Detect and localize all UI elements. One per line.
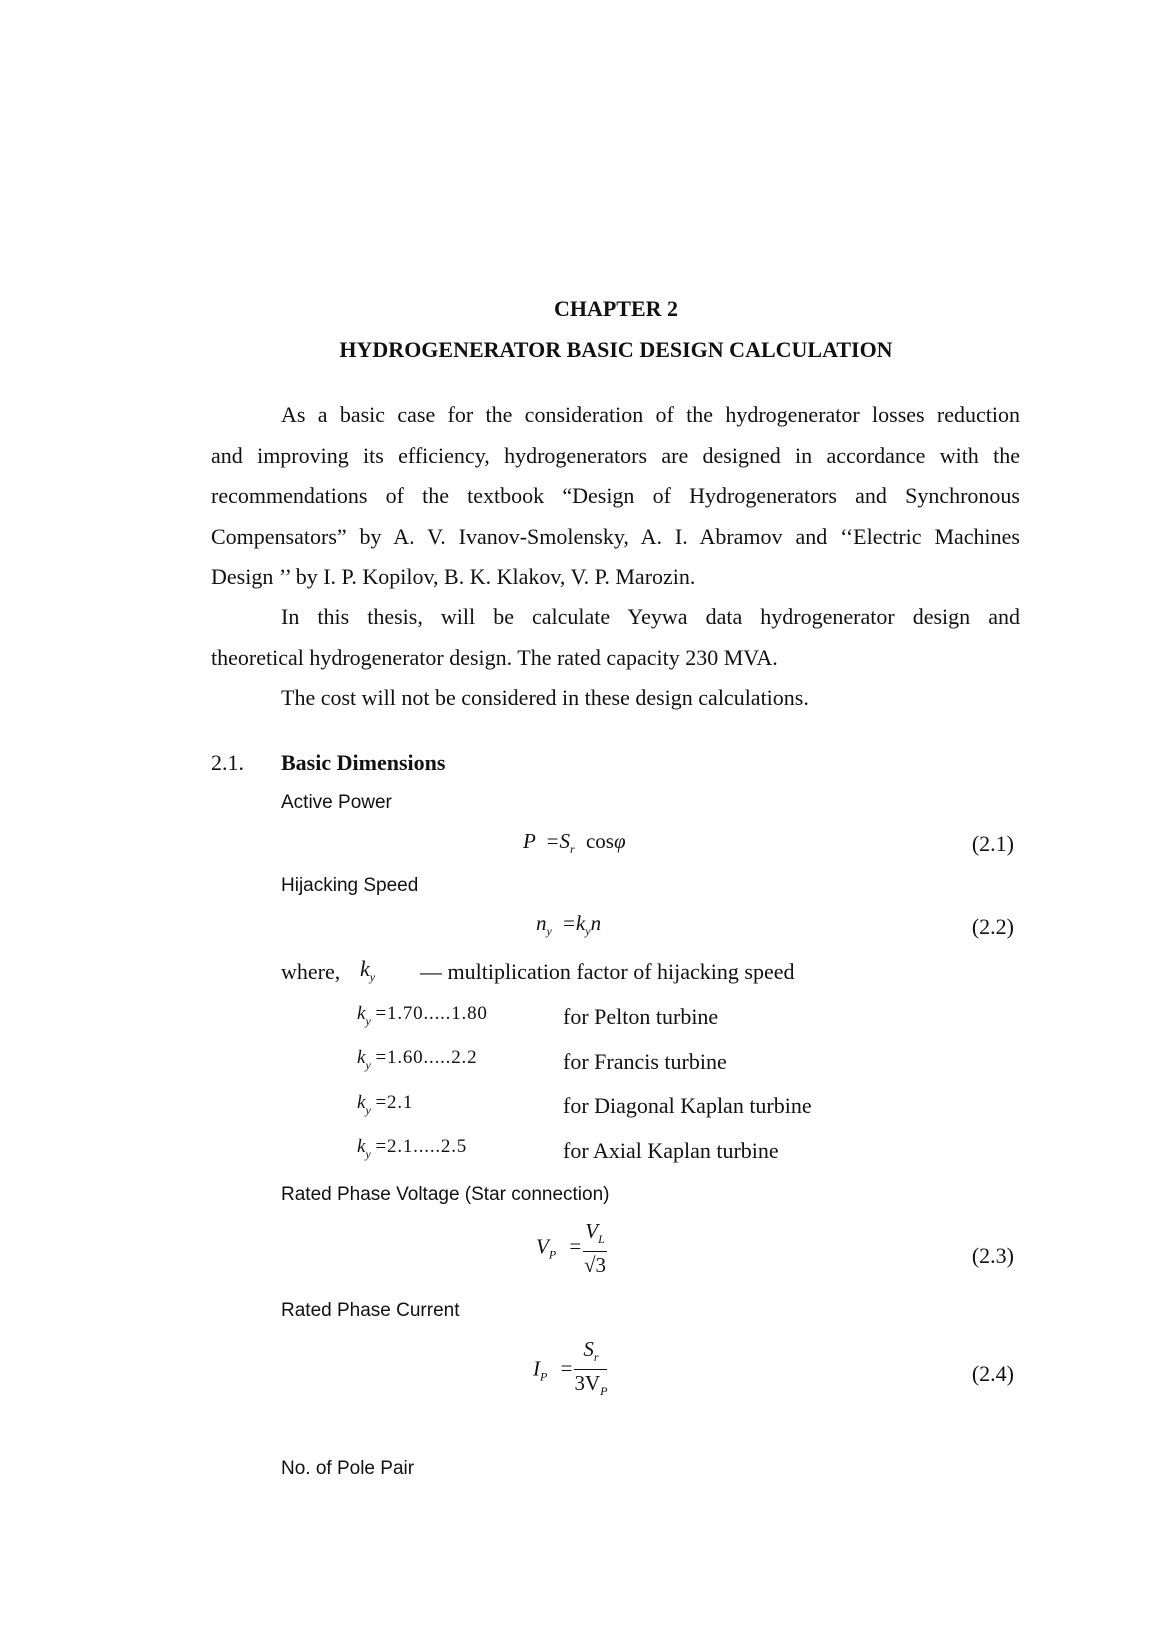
equation-number: (2.3) [971, 1243, 1014, 1268]
ky-row-2-desc: for Francis turbine [563, 1049, 727, 1074]
eq-equals: = [569, 1234, 582, 1259]
text-line: Compensators” by A. V. Ivanov-Smolensky, A. I. Abramov and ‘‘Electric Machines [211, 523, 1020, 549]
text-line: In this thesis, will be calculate Yeywa data hydrogenerator design and [281, 604, 1020, 629]
eq-denominator: √3 [584, 1253, 607, 1277]
eq-subscript: L [598, 1232, 605, 1246]
chapter-number: CHAPTER 2 [553, 296, 679, 321]
label-pole-pair: No. of Pole Pair [281, 1458, 415, 1479]
text-line: Design ’’ by I. P. Kopilov, B. K. Klakov, V. P. Marozin. [211, 564, 696, 589]
ky-symbol: k [357, 1047, 366, 1068]
eq-subscript: r [593, 1350, 599, 1364]
ky-row-2-value [357, 1047, 477, 1073]
eq-subscript: P [600, 1384, 608, 1398]
ky-subscript: y [365, 1014, 371, 1028]
where-symbol [360, 956, 375, 985]
text-line: and improving its efficiency, hydrogenerators are designed in accordance with the [211, 442, 1020, 468]
intro-paragraph-3: The cost will not be considered in these design calculations. [281, 685, 809, 710]
eq-subscript: y [369, 970, 376, 984]
eq-subscript: y [585, 924, 591, 938]
where-word: where, [281, 959, 341, 984]
label-rated-phase-current: Rated Phase Current [281, 1300, 460, 1321]
eq-subscript: P [548, 1247, 557, 1262]
ky-row-4-value [357, 1136, 467, 1162]
equation-2-4 [533, 1337, 607, 1404]
ky-subscript: y [365, 1147, 371, 1161]
ky-symbol: k [357, 1092, 366, 1113]
ky-range: =2.1 [375, 1092, 414, 1113]
equation-2-2 [536, 911, 601, 939]
equation-number: (2.4) [971, 1361, 1014, 1386]
ky-range: =1.60.....2.2 [375, 1047, 478, 1068]
eq-equals: = [560, 1356, 573, 1381]
eq-symbol: S [583, 1337, 594, 1361]
eq-symbol: n [590, 911, 602, 935]
eq-subscript: r [570, 842, 575, 856]
eq-symbol: k [575, 911, 586, 935]
ky-row-1-value [357, 1003, 488, 1029]
ky-row-3-desc: for Diagonal Kaplan turbine [563, 1093, 812, 1118]
label-rated-phase-voltage: Rated Phase Voltage (Star connection) [281, 1184, 610, 1205]
intro-paragraph-1 [211, 395, 1020, 598]
eq-denominator: 3V [574, 1371, 601, 1395]
equation-2-1 [523, 829, 626, 857]
equation-2-3 [536, 1219, 607, 1278]
eq-fraction [583, 1219, 607, 1278]
ky-range: =2.1.....2.5 [375, 1136, 468, 1157]
text-line: As a basic case for the consideration of the hydrogenerator losses reduction [281, 402, 1020, 427]
equation-number: (2.1) [971, 831, 1014, 856]
text-line: recommendations of the textbook “Design of Hydrogenerators and Synchronous [211, 483, 1020, 508]
eq-subscript: y [546, 924, 552, 938]
eq-symbol: k [360, 956, 370, 981]
ky-range: =1.70.....1.80 [375, 1003, 488, 1024]
chapter-title: HYDROGENERATOR BASIC DESIGN CALCULATION [339, 337, 893, 362]
eq-symbol: V [536, 1234, 549, 1259]
eq-equals: = [546, 829, 559, 853]
ky-symbol: k [357, 1003, 366, 1024]
ky-row-4-desc: for Axial Kaplan turbine [563, 1138, 779, 1163]
ky-subscript: y [365, 1103, 371, 1117]
ky-subscript: y [365, 1058, 371, 1072]
ky-row-1-desc: for Pelton turbine [563, 1004, 719, 1029]
eq-symbol: V [585, 1219, 599, 1243]
eq-fraction [574, 1337, 607, 1404]
eq-symbol: φ [613, 829, 626, 853]
text-line: theoretical hydrogenerator design. The rated capacity 230 MVA. [211, 644, 778, 670]
ky-row-3-value [357, 1092, 413, 1118]
ky-symbol: k [357, 1136, 366, 1157]
eq-equals: = [563, 911, 575, 935]
eq-symbol: S [559, 829, 571, 853]
section-number: 2.1. [211, 750, 244, 775]
equation-number: (2.2) [971, 914, 1014, 939]
eq-symbol: I [533, 1356, 540, 1381]
label-active-power: Active Power [281, 792, 392, 813]
section-title: Basic Dimensions [281, 750, 446, 775]
eq-symbol: P [523, 829, 536, 853]
label-hijacking-speed: Hijacking Speed [281, 875, 419, 896]
eq-function: cos [585, 829, 614, 853]
intro-paragraph-2 [211, 597, 1020, 678]
where-description: — multiplication factor of hijacking speed [420, 959, 795, 984]
eq-symbol: n [536, 911, 547, 935]
eq-subscript: P [540, 1369, 548, 1384]
